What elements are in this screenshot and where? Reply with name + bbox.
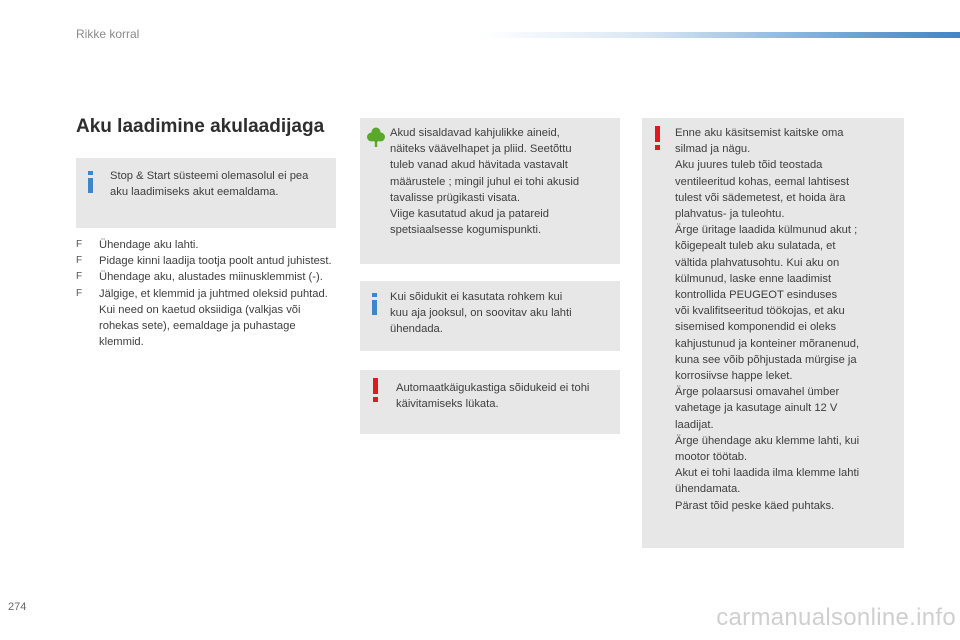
bullet-marker: F: [76, 255, 83, 267]
bullet-marker: F: [76, 239, 83, 250]
page-title: Aku laadimine akulaadijaga: [76, 116, 325, 137]
tree-icon: [367, 127, 385, 147]
step-text: Jälgige, et klemmid ja juhtmed oleksid puhtad. Kui need on kaetud oksiidiga (valkjas või rohekas sete), eemaldage ja puhastage klemmid.: [99, 287, 328, 349]
warning-box-automatic-gearbox: [360, 370, 620, 434]
warning-box-battery-handling: [642, 118, 904, 548]
bullet-marker: F: [76, 271, 83, 283]
info-box-inactivity: [360, 281, 620, 351]
environment-text: Akud sisaldavad kahjulikke aineid, näiteks väävelhapet ja pliid. Seetõttu tuleb vanad akud hävitada vastavalt määrustele ; mingil juhul ei tohi akusid tavalisse prügikasti visata. Viige kasutatud akud ja patareid spetsiaalsesse kogumispunkti.: [390, 127, 580, 237]
header-accent-bar: [480, 32, 960, 38]
list-item: [76, 253, 342, 269]
step-text: Pidage kinni laadija tootja poolt antud juhistest.: [99, 255, 332, 268]
page-number: 274: [8, 601, 27, 613]
bullet-marker: F: [76, 287, 83, 299]
watermark: carmanualsonline.info: [716, 604, 956, 631]
warning-text: Enne aku käsitsemist kaitske oma silmad ja nägu. Aku juures tuleb tõid teostada ventileeritud kohas, eemal lahtisest tulest või sädemetest, et hoida ära plahvatus- ja tuleohtu. Ärge üritage laadida külmunud akut ; kõigepealt tuleb aku sulatada, et vältida plahvatusohtu. Kui aku on külmunud, laske enne laadimist kontrollida PEUGEOT esinduses või kvalifitseeritud töökojas, et aku sisemised komponendid ei oleks kahjustunud ja konteiner mõranenud, kuna see võib põhjustada mürgise ja korrosiivse happe leket. Ärge polaarsusi omavahel ümber vahetage ja kasutage ainult 12 V laadijat. Ärge ühendage aku klemme lahti, kui mootor töötab. Akut ei tohi laadida ilma klemme lahti ühendamata. Pärast tõid peske käed puhtaks.: [675, 127, 860, 512]
info-text: Kui sõidukit ei kasutata rohkem kui kuu aja jooksul, on soovitav aku lahti ühendada.: [390, 291, 572, 336]
list-item: [76, 286, 342, 351]
info-icon: [371, 293, 379, 315]
list-item: [76, 237, 342, 253]
step-text: Ühendage aku, alustades miinusklemmist (-).: [99, 271, 323, 284]
warning-text: Automaatkäigukastiga sõidukeid ei tohi käivitamiseks lükata.: [396, 382, 590, 411]
environment-box: [360, 118, 620, 264]
step-text: Ühendage aku lahti.: [99, 239, 199, 251]
section-label: Rikke korral: [76, 27, 140, 41]
list-item: [76, 269, 342, 285]
steps-list: [76, 237, 342, 350]
info-box-stop-start: [76, 158, 336, 228]
warning-icon: [372, 378, 379, 402]
info-icon: [87, 171, 95, 193]
info-text: Stop & Start süsteemi olemasolul ei pea aku laadimiseks akut eemaldama.: [110, 170, 309, 199]
warning-icon: [654, 126, 661, 150]
